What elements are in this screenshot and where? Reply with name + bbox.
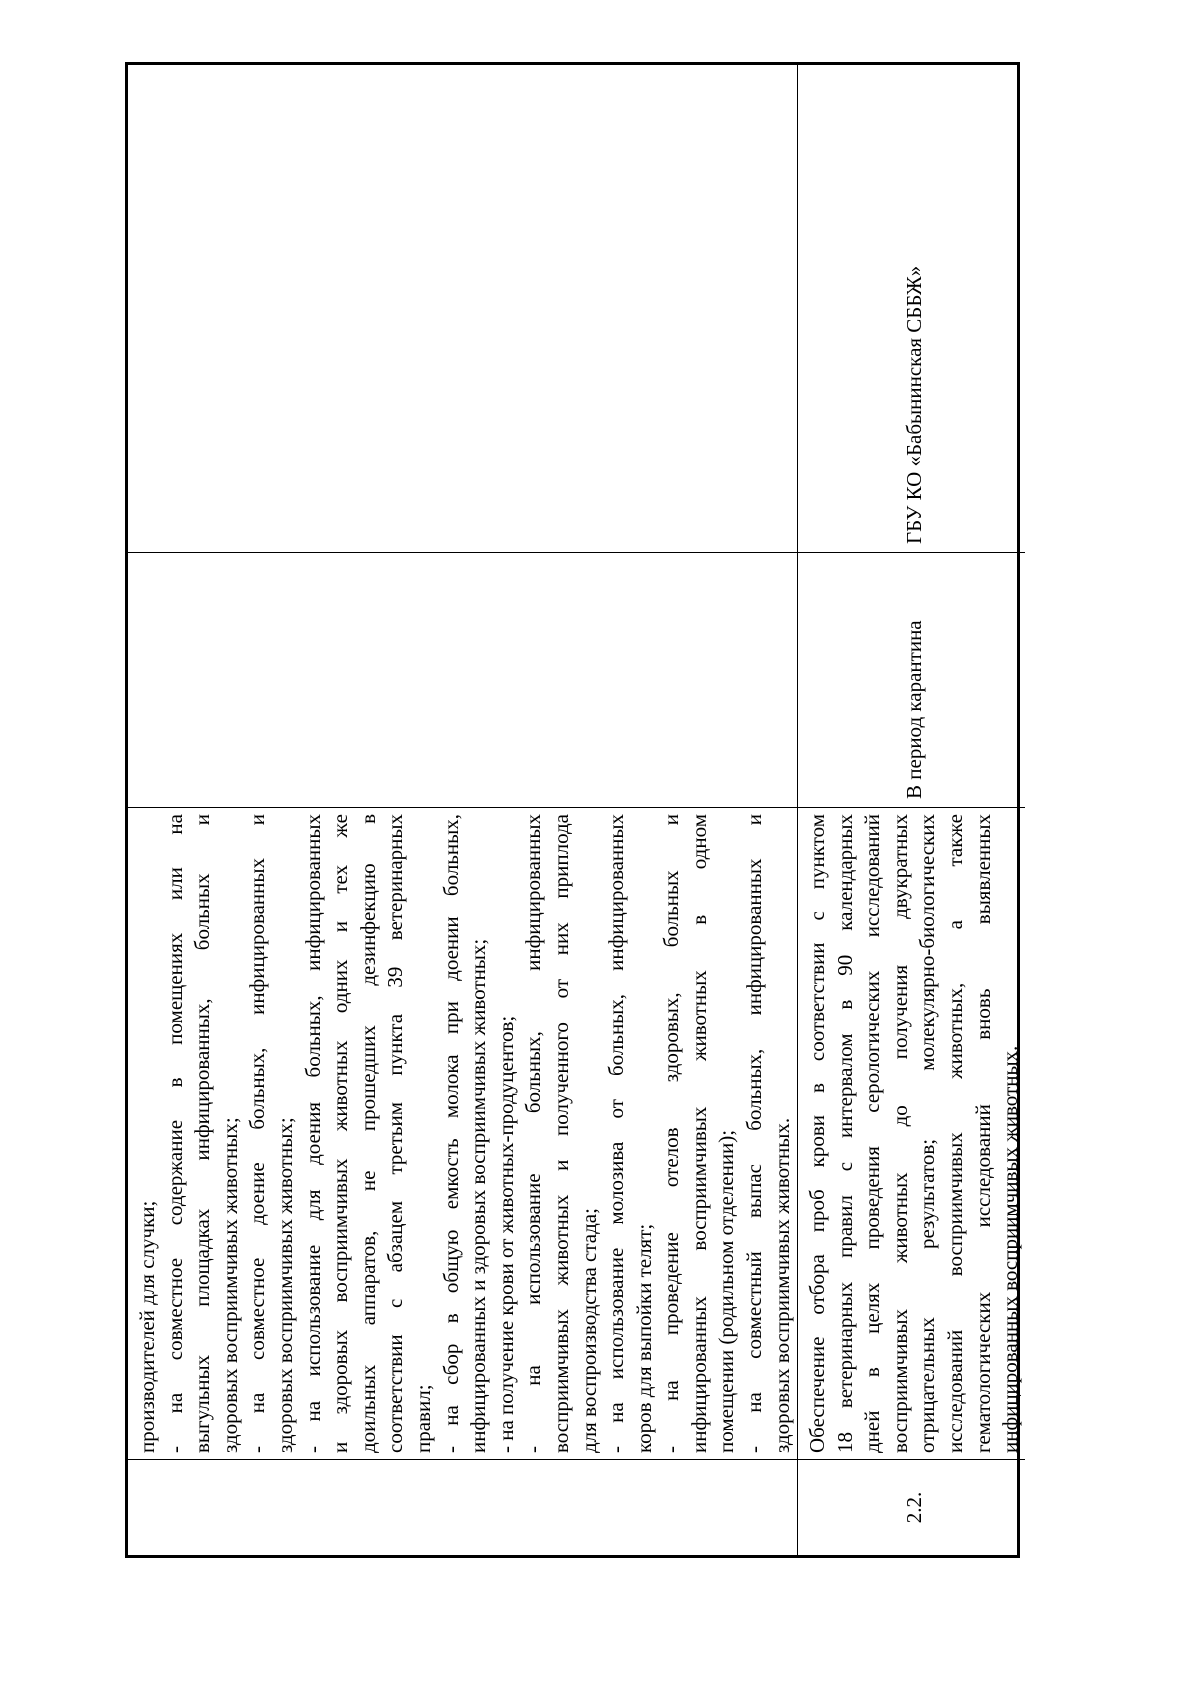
text-line: для воспроизводства стада; — [576, 1208, 601, 1453]
text-line: гематологических исследований вновь выявленных — [970, 814, 995, 1453]
text-line: - на использование молозива от больных, инфицированных — [604, 814, 629, 1453]
text-line: Обеспечение отбора проб крови в соответствии с пунктом — [805, 814, 829, 1453]
text-line: коров для выпойки телят; — [631, 1223, 656, 1453]
text-line: - на использование больных, инфицированных — [521, 814, 546, 1453]
text-line: доильных аппаратов, не прошедших дезинфекцию в — [355, 814, 380, 1453]
text-line: здоровых восприимчивых животных; — [272, 1117, 297, 1453]
text-line: помещении (родильном отделении); — [714, 1129, 739, 1453]
measure-text-cell — [798, 807, 1025, 1459]
text-line: здоровых восприимчивых животных; — [217, 1117, 242, 1453]
text-line: соответствии с абзацем третьим пункта 39 ветеринарных — [383, 814, 408, 1453]
text-line: - на проведение отелов здоровых, больных и — [659, 814, 684, 1453]
responsible-text: ГБУ КО «Бабынинская СББЖ» — [901, 265, 926, 544]
text-line: инфицированных и здоровых восприимчивых животных; — [466, 938, 491, 1453]
row-number: 2.2. — [901, 1491, 926, 1524]
row-number-cell — [128, 1459, 798, 1555]
text-line: инфицированных восприимчивых животных. — [998, 1045, 1023, 1453]
text-line: дней в целях проведения серологических исследований — [860, 814, 885, 1453]
text-line: инфицированных восприимчивых животных в одном — [686, 814, 711, 1453]
text-line: - на получение крови от животных-продуцентов; — [493, 1015, 518, 1453]
text-line: - на совместное доение больных, инфицированных и — [245, 814, 270, 1453]
period-text: В период карантина — [901, 620, 926, 799]
text-line: 18 ветеринарных правил с интервалом в 90 календарных — [832, 814, 857, 1453]
period-cell — [798, 552, 1025, 807]
period-cell — [128, 552, 798, 807]
text-line: - на использование для доения больных, инфицированных — [300, 814, 325, 1453]
measure-text-cell — [128, 807, 798, 1459]
responsible-cell — [798, 65, 1025, 552]
text-line: и здоровых восприимчивых животных одних и тех же — [328, 814, 353, 1453]
text-line: исследований восприимчивых животных, а также — [942, 814, 967, 1453]
text-line: правил; — [410, 1384, 435, 1453]
text-line: - на совместное содержание в помещениях или на — [162, 814, 187, 1453]
text-line: производителей для случки; — [135, 1200, 159, 1453]
text-line: выгульных площадках инфицированных, больных и — [190, 814, 215, 1453]
row-number-cell — [798, 1459, 1025, 1555]
text-line: - на совместный выпас больных, инфицированных и — [742, 814, 767, 1453]
text-line: - на сбор в общую емкость молока при доении больных, — [438, 814, 463, 1453]
text-line: здоровых восприимчивых животных. — [769, 1117, 794, 1453]
text-line: восприимчивых животных и полученного от них приплода — [548, 814, 573, 1453]
text-line: восприимчивых животных до получения двукратных — [887, 814, 912, 1453]
measures-table — [125, 62, 1023, 1558]
text-line: отрицательных результатов; молекулярно-биологических — [915, 814, 940, 1453]
responsible-cell — [128, 65, 798, 552]
